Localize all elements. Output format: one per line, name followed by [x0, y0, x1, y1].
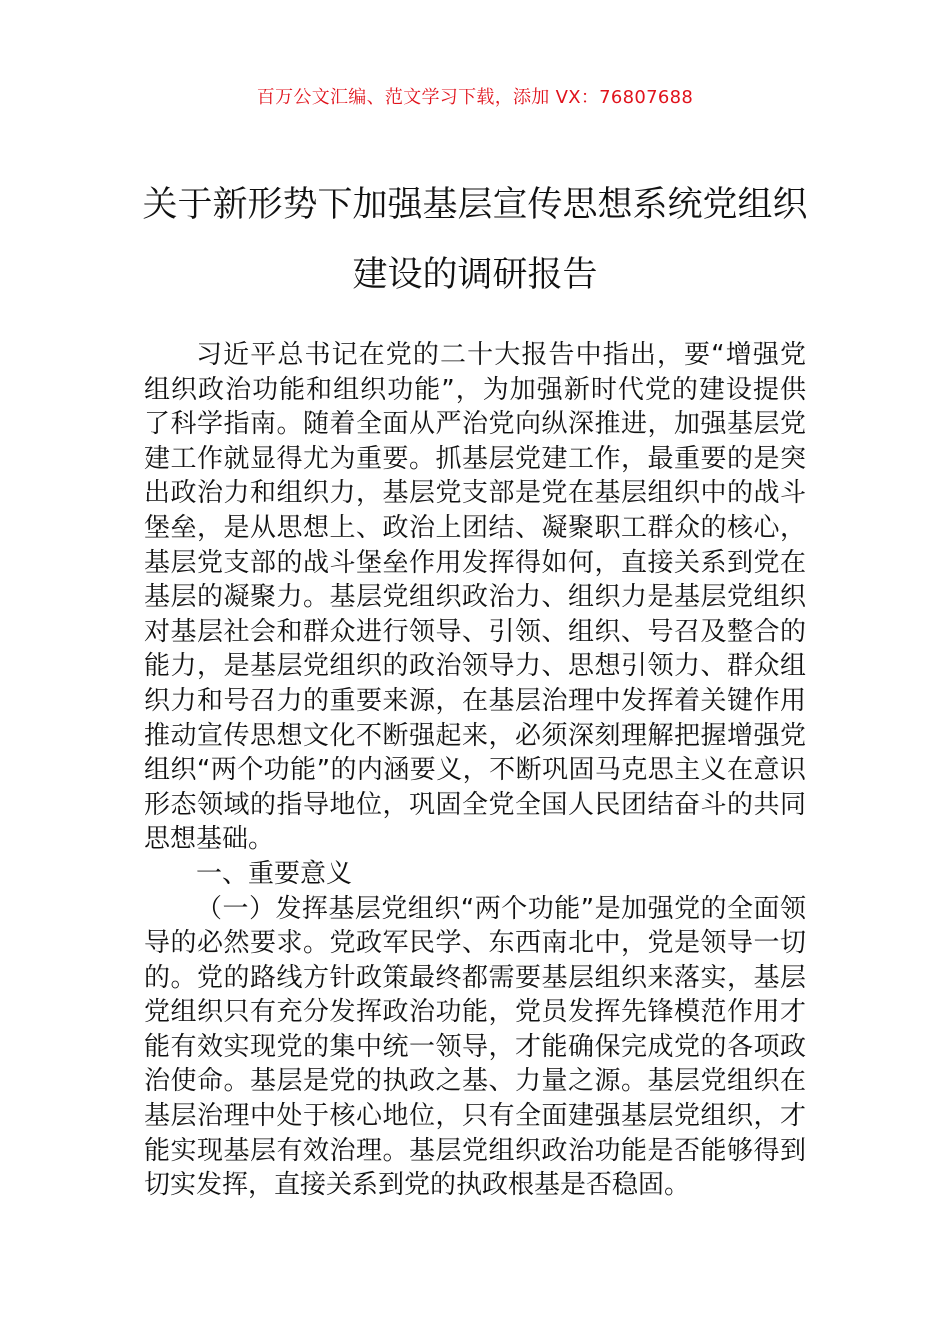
section-heading: 一、重要意义 — [196, 858, 353, 889]
document-body — [144, 338, 806, 1203]
document-title: 关于新形势下加强基层宣传思想系统党组织建设的调研报告 — [142, 185, 808, 295]
intro-paragraph: 习近平总书记在党的二十大报告中指出，要“增强党组织政治功能和组织功能”，为加强新时代党的建设提供了科学指南。随着全面从严治党向纵深推进，加强基层党建工作就显得尤为重要。抓基层党建工作，最重要的是突出政治力和组织力，基层党支部是党在基层组织中的战斗堡垒，是从思想上、政治上团结、凝聚职工群众的核心，基层党支部的战斗堡垒作用发挥得如何，直接关系到党在基层的凝聚力。基层党组织政治力、组织力是基层党组织对基层社会和群众进行领导、引领、组织、号召及整合的能力，是基层党组织的政治领导力、思想引领力、群众组织力和号召力的重要来源，在基层治理中发挥着关键作用推动宣传思想文化不断强起来，必须深刻理解把握增强党组织“两个功能”的内涵要义，不断巩固马克思主义在意识形态领域的指导地位，巩固全党全国人民团结奋斗的共同思想基础。 — [144, 340, 806, 855]
section-paragraph: （一）发挥基层党组织“两个功能”是加强党的全面领导的必然要求。党政军民学、东西南北中，党是领导一切的。党的路线方针政策最终都需要基层组织来落实，基层党组织只有充分发挥政治功能，党员发挥先锋模范作用才能有效实现党的集中统一领导，才能确保完成党的各项政治使命。基层是党的执政之基、力量之源。基层党组织在基层治理中处于核心地位，只有全面建强基层党组织，才能实现基层有效治理。基层党组织政治功能是否能够得到切实发挥，直接关系到党的执政根基是否稳固。 — [144, 893, 806, 1201]
watermark-text: 百万公文汇编、范文学习下载，添加 VX：76807688 — [256, 87, 694, 108]
